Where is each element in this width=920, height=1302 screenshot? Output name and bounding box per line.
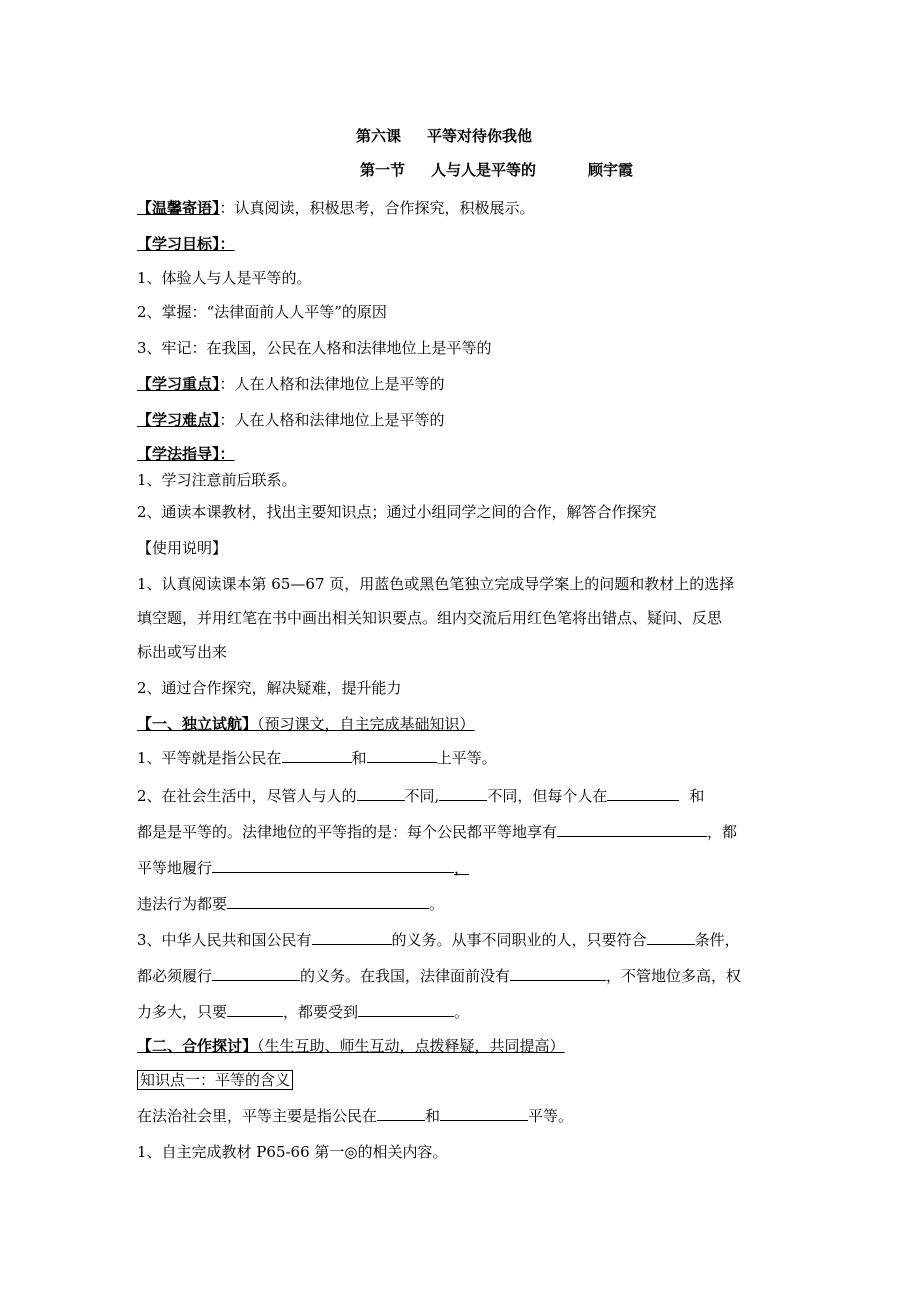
fill-blank[interactable] (282, 748, 352, 763)
part2-instruction: 1、自主完成教材 P65-66 第一◎的相关内容。 (137, 1143, 448, 1161)
fill-blank[interactable] (357, 786, 405, 801)
usage-text: 2、通过合作探究，解决疑难，提升能力 (137, 679, 402, 697)
part2-heading: 【二、合作探讨】（生生互助、师生互动，点拨释疑，共同提高） (137, 1037, 565, 1055)
lesson-number: 第六课 (356, 127, 402, 145)
usage-text: 1、认真阅读课本第 65—67 页，用蓝色或黑色笔独立完成导学案上的问题和教材上的选择 (137, 575, 735, 593)
goal-item: 2、掌握：“法律面前人人平等”的原因 (137, 303, 387, 321)
difficulty-line (137, 410, 445, 430)
section-title (360, 160, 633, 180)
fill-blank[interactable] (212, 966, 300, 981)
lesson-name: 平等对待你我他 (427, 127, 533, 145)
question-2-cont: 都是是平等的。法律地位的平等指的是：每个公民都平等地享有 ，都 (137, 823, 738, 841)
question-2: 2、在社会生活中，尽管人与人的 不同, 不同，但每个人在 和 (137, 787, 705, 805)
fill-blank[interactable] (367, 748, 437, 763)
warm-text: ：认真阅读，积极思考，合作探究，积极展示。 (219, 199, 535, 217)
page-title (356, 126, 532, 146)
method-item: 2、通读本课教材，找出主要知识点；通过小组同学之间的合作，解答合作探究 (137, 503, 657, 521)
section-name: 人与人是平等的 (431, 161, 537, 179)
warm-label: 【温馨寄语】 (137, 199, 220, 217)
fill-blank[interactable] (358, 1002, 454, 1017)
focus-text: ：人在人格和法律地位上是平等的 (219, 375, 445, 393)
question-2-cont: 违法行为都要 。 (137, 895, 445, 913)
difficulty-label: 【学习难点】 (137, 411, 220, 429)
warm-words (137, 198, 535, 218)
part1-heading: 【一、独立试航】（预习课文，自主完成基础知识） (137, 715, 475, 733)
question-1: 1、平等就是指公民在 和 上平等。 (137, 749, 497, 767)
fill-blank[interactable] (312, 930, 392, 945)
focus-line (137, 374, 445, 394)
question-3-cont: 都必须履行 的义务。在我国，法律面前没有 ，不管地位多高，权 (137, 967, 742, 985)
section-number: 第一节 (360, 161, 406, 179)
author: 顾宇霞 (588, 161, 634, 179)
fill-blank[interactable] (439, 786, 487, 801)
method-item: 1、学习注意前后联系。 (137, 471, 297, 489)
fill-blank[interactable] (377, 1106, 425, 1121)
question-3: 3、中华人民共和国公民有 的义务。从事不同职业的人，只要符合 条件， (137, 931, 740, 949)
fill-blank[interactable] (227, 894, 429, 909)
goals-heading: 【学习目标】： (137, 235, 235, 253)
goal-item: 3、牢记：在我国，公民在人格和法律地位上是平等的 (137, 339, 492, 357)
usage-text: 标出或写出来 (137, 643, 228, 661)
fill-blank[interactable] (557, 822, 707, 837)
question-3-cont: 力多大，只要 ，都要受到 。 (137, 1003, 470, 1021)
fill-blank[interactable] (510, 966, 606, 981)
fill-blank[interactable] (607, 786, 679, 801)
fill-blank[interactable] (647, 930, 695, 945)
part2-question: 在法治社会里，平等主要是指公民在 和 平等。 (137, 1107, 574, 1125)
question-2-cont: 平等地履行 ， (137, 859, 470, 877)
fill-blank[interactable] (440, 1106, 528, 1121)
focus-label: 【学习重点】 (137, 375, 220, 393)
knowledge-point-1: 知识点一：平等的含义 (137, 1070, 293, 1090)
fill-blank[interactable] (212, 858, 454, 873)
difficulty-text: ：人在人格和法律地位上是平等的 (219, 411, 445, 429)
method-heading: 【学法指导】： (137, 445, 235, 463)
goal-item: 1、体验人与人是平等的。 (137, 269, 312, 287)
fill-blank[interactable] (227, 1002, 283, 1017)
usage-text: 填空题，并用红笔在书中画出相关知识要点。组内交流后用红色笔将出错点、疑问、反思 (137, 609, 723, 627)
usage-heading: 【使用说明】 (137, 539, 228, 557)
